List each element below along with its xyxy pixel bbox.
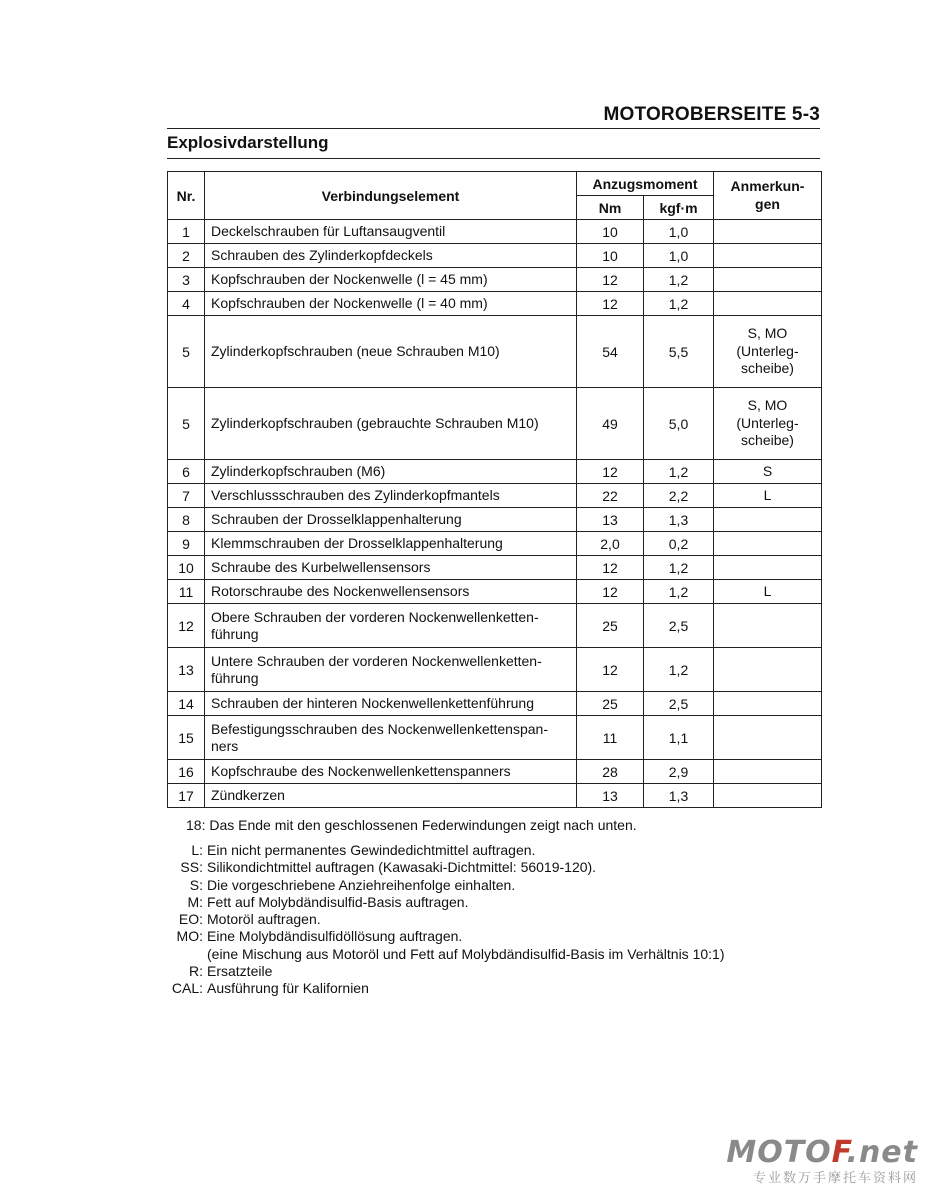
row-kgfm: 5,5 [644, 316, 714, 388]
legend-text: Fett auf Molybdändisulfid-Basis auftragen. [207, 893, 469, 910]
legend-key: CAL: [171, 980, 203, 997]
table-row [168, 716, 822, 760]
row-nm: 12 [577, 460, 644, 484]
table-row [168, 784, 822, 808]
row-nm: 2,0 [577, 532, 644, 556]
row-remark: L [714, 484, 822, 508]
row-nr: 13 [168, 648, 205, 692]
row-element: Zündkerzen [205, 784, 577, 808]
legend-item [160, 928, 724, 945]
row-nm: 10 [577, 220, 644, 244]
row-element: Kopfschraube des Nockenwellenkettenspanners [205, 760, 577, 784]
table-row [168, 556, 822, 580]
legend-text: Eine Molybdändisulfidöllösung auftragen. [207, 928, 463, 945]
row-kgfm: 2,9 [644, 760, 714, 784]
col-element-header: Verbindungselement [205, 172, 577, 220]
legend-key: MO: [176, 928, 203, 945]
row-kgfm: 5,0 [644, 388, 714, 460]
row-nr: 10 [168, 556, 205, 580]
row-nm: 13 [577, 508, 644, 532]
row-remark: S, MO (Unterleg- scheibe) [714, 388, 822, 460]
row-remark [714, 556, 822, 580]
section-rule [167, 158, 820, 159]
row-kgfm: 1,2 [644, 292, 714, 316]
col-nm-header: Nm [577, 196, 644, 220]
row-nr: 14 [168, 692, 205, 716]
row-nm: 12 [577, 648, 644, 692]
row-nm: 10 [577, 244, 644, 268]
row-kgfm: 1,2 [644, 648, 714, 692]
legend-item [160, 894, 724, 911]
header-rule [167, 128, 820, 129]
row-element: Obere Schrauben der vorderen Nockenwellenketten- führung [205, 604, 577, 648]
legend-item [160, 980, 724, 997]
col-torque-header: Anzugsmoment [577, 172, 714, 196]
footnote-18: 18: Das Ende mit den geschlossenen Federwindungen zeigt nach unten. [186, 817, 637, 833]
watermark-logo [726, 1135, 918, 1186]
table-row [168, 484, 822, 508]
col-kgfm-header: kgf·m [644, 196, 714, 220]
row-element: Schrauben des Zylinderkopfdeckels [205, 244, 577, 268]
table-row [168, 244, 822, 268]
table-row [168, 648, 822, 692]
legend-text: Ausführung für Kalifornien [207, 980, 369, 997]
row-remark [714, 784, 822, 808]
legend-item [160, 877, 724, 894]
row-element: Schraube des Kurbelwellensensors [205, 556, 577, 580]
legend-item [160, 911, 724, 928]
row-kgfm: 2,5 [644, 692, 714, 716]
row-kgfm: 1,0 [644, 244, 714, 268]
legend-key: R: [189, 963, 203, 980]
row-element: Kopfschrauben der Nockenwelle (l = 40 mm) [205, 292, 577, 316]
table-row [168, 508, 822, 532]
row-remark [714, 692, 822, 716]
row-nm: 22 [577, 484, 644, 508]
row-remark: S, MO (Unterleg- scheibe) [714, 316, 822, 388]
row-nm: 25 [577, 692, 644, 716]
row-element: Zylinderkopfschrauben (M6) [205, 460, 577, 484]
row-kgfm: 1,2 [644, 268, 714, 292]
page-header-title: MOTOROBERSEITE 5-3 [603, 104, 820, 125]
legend-item [160, 946, 724, 963]
row-kgfm: 1,2 [644, 460, 714, 484]
col-nr-header: Nr. [168, 172, 205, 220]
row-nr: 8 [168, 508, 205, 532]
torque-table [167, 171, 822, 808]
row-element: Schrauben der hinteren Nockenwellenkettenführung [205, 692, 577, 716]
row-element: Zylinderkopfschrauben (gebrauchte Schrauben M10) [205, 388, 577, 460]
row-kgfm: 1,3 [644, 784, 714, 808]
watermark-brand-suffix: .net [846, 1135, 918, 1170]
table-row [168, 220, 822, 244]
row-remark [714, 716, 822, 760]
legend-text: Silikondichtmittel auftragen (Kawasaki-Dichtmittel: 56019-120). [207, 859, 597, 876]
row-element: Verschlussschrauben des Zylinderkopfmantels [205, 484, 577, 508]
row-nr: 5 [168, 388, 205, 460]
legend-key: SS: [180, 859, 203, 876]
row-nr: 12 [168, 604, 205, 648]
table-row [168, 604, 822, 648]
row-nr: 9 [168, 532, 205, 556]
row-nr: 4 [168, 292, 205, 316]
legend-text: Die vorgeschriebene Anziehreihenfolge einhalten. [207, 876, 516, 893]
row-nm: 12 [577, 580, 644, 604]
table-row [168, 580, 822, 604]
row-kgfm: 0,2 [644, 532, 714, 556]
row-element: Schrauben der Drosselklappenhalterung [205, 508, 577, 532]
legend-item [160, 963, 724, 980]
table-row [168, 292, 822, 316]
legend-text: Motoröl auftragen. [207, 911, 321, 928]
row-nr: 6 [168, 460, 205, 484]
row-remark [714, 244, 822, 268]
row-nm: 28 [577, 760, 644, 784]
row-nm: 54 [577, 316, 644, 388]
watermark-tagline: 专业数万手摩托车资料网 [752, 1170, 918, 1185]
table-row [168, 760, 822, 784]
row-nm: 11 [577, 716, 644, 760]
row-nm: 12 [577, 292, 644, 316]
row-remark [714, 268, 822, 292]
row-element: Rotorschraube des Nockenwellensensors [205, 580, 577, 604]
legend-text: Ersatzteile [207, 963, 273, 980]
row-kgfm: 2,2 [644, 484, 714, 508]
row-element: Deckelschrauben für Luftansaugventil [205, 220, 577, 244]
row-kgfm: 1,0 [644, 220, 714, 244]
row-kgfm: 1,3 [644, 508, 714, 532]
row-remark [714, 508, 822, 532]
row-nr: 1 [168, 220, 205, 244]
table-row [168, 316, 822, 388]
table-row [168, 388, 822, 460]
legend [160, 842, 724, 998]
row-nr: 17 [168, 784, 205, 808]
row-element: Zylinderkopfschrauben (neue Schrauben M10) [205, 316, 577, 388]
table-row [168, 268, 822, 292]
row-nm: 13 [577, 784, 644, 808]
legend-item [160, 842, 724, 859]
legend-text: Ein nicht permanentes Gewindedichtmittel auftragen. [207, 842, 536, 858]
row-kgfm: 1,2 [644, 580, 714, 604]
watermark-brand-f: F [831, 1135, 847, 1170]
row-remark [714, 604, 822, 648]
row-nr: 7 [168, 484, 205, 508]
row-remark: S [714, 460, 822, 484]
legend-key [160, 946, 203, 963]
section-title: Explosivdarstellung [167, 133, 329, 152]
row-kgfm: 1,2 [644, 556, 714, 580]
row-nm: 12 [577, 556, 644, 580]
row-element: Kopfschrauben der Nockenwelle (l = 45 mm) [205, 268, 577, 292]
row-nr: 2 [168, 244, 205, 268]
row-remark [714, 648, 822, 692]
row-element: Befestigungsschrauben des Nockenwellenkettenspan- ners [205, 716, 577, 760]
row-nr: 15 [168, 716, 205, 760]
table-row [168, 460, 822, 484]
legend-key: L: [191, 842, 203, 858]
table-row [168, 692, 822, 716]
legend-item [160, 859, 724, 876]
row-kgfm: 1,1 [644, 716, 714, 760]
row-nr: 5 [168, 316, 205, 388]
row-nm: 25 [577, 604, 644, 648]
row-nr: 3 [168, 268, 205, 292]
row-remark [714, 532, 822, 556]
row-nr: 16 [168, 760, 205, 784]
col-remarks-header: Anmerkun- gen [714, 172, 822, 220]
row-remark [714, 292, 822, 316]
row-remark: L [714, 580, 822, 604]
row-nr: 11 [168, 580, 205, 604]
table-row [168, 532, 822, 556]
legend-key: M: [187, 893, 203, 910]
watermark-brand-prefix: MOTO [726, 1135, 832, 1170]
legend-key: EO: [178, 911, 203, 928]
legend-text: (eine Mischung aus Motoröl und Fett auf Molybdändisulfid-Basis im Verhältnis 10:1) [207, 945, 725, 962]
row-nm: 49 [577, 388, 644, 460]
row-kgfm: 2,5 [644, 604, 714, 648]
row-nm: 12 [577, 268, 644, 292]
row-element: Klemmschrauben der Drosselklappenhalterung [205, 532, 577, 556]
row-remark [714, 220, 822, 244]
row-element: Untere Schrauben der vorderen Nockenwellenketten- führung [205, 648, 577, 692]
row-remark [714, 760, 822, 784]
legend-key: S: [189, 876, 203, 893]
